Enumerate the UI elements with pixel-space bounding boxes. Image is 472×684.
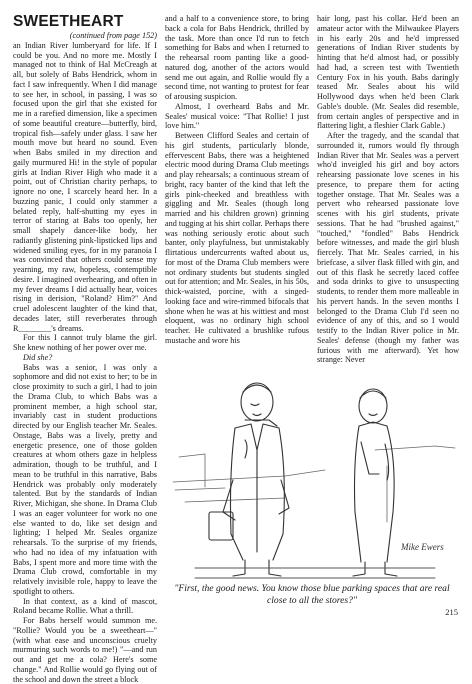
paragraph: Almost, I overheard Babs and Mr. Seales' musical voice: "That Rollie! I just love him." [165,101,309,131]
ground [195,568,435,578]
article-column-1 [13,14,157,684]
paragraph: an Indian River lumberyard for life. If I could be you. And no more me. Mostly I managed not to think of Hal McCreagh at all, but solely of Babs Hendrick, whom in fact I saw infrequently. When I did manage to see her, in school, in passing, I was so focused upon the girl that she existed for me in a rarefied dimension, like a specimen of some beautiful creature—butterfly, bird, tropical fish—safely under glass. I saw her mouth move but heard no sound. Even when Babs smiled in my direction and gaily murmured Hi! in the style of popular girls at Indian River High who made it a point, out of Christian charity perhaps, to ignore no one, I scarcely heard her. In a buzzing panic, I could only stammer a belated reply, half-shutting my eyes in terror of staring at Babs too openly, her small shapely dancer-like body, her radiantly glistening pink-lipsticked lips and widened smiling eyes, for in my paranoia I was convinced that others could sense my yearning, my raw, hopeless, contemptible desire. I imagined overhearing, and often in my fever dreams I did actually hear, voices rising in derision, "Roland? Him?" And cruel adolescent laughter of the kind that, decades later, still reverberates through R________'s dreams. [13,40,157,333]
paragraph: hair long, past his collar. He'd been an amateur actor with the Milwaukee Players in his early 20s and he'd impressed generations of Indian River students by hinting that he'd almost had, or possibly had had, a screen test with Twentieth Century Fox in his youth. Babs daringly teased Mr. Seales about his wild Hollywood days when he'd been Clark Gable's double. (Mr. Seales did resemble, from certain angles of perspective and in flattering light, a fleshier Clark Gable.) [317,14,459,131]
paragraph: Between Clifford Seales and certain of his girl students, particularly blonde, effervescent Babs, there was a heightened electric mood during Drama Club meetings and play rehearsals; a continuous stream of bright, racy banter of the kind that left the girls pink-cheeked and breathless with giggling and Mr. Seales (though long married and his children grown) grinning and tugging at his shirt collar. Perhaps there was nothing seriously erotic about such banter, only playfulness, but unmistakably flirtatious undercurrents wafted about us, for most of the Drama Club members were not ordinary students but students singled out for attention; and Mr. Seales, in his 50s, thick-waisted, porcine, with a singed-looking face and wire-rimmed bifocals that shone when he was at his wittiest and most eloquent, was no ordinary high school teacher. He cultivated a brushlike rufous mustache and wore his [165,131,309,345]
page-number: 215 [445,607,458,617]
article-column-2 [165,14,309,346]
paragraph: After the tragedy, and the scandal that surrounded it, rumors would fly through Indian River that Mr. Seales was a pervert who'd inveigled his girl and boy actors rehearsing passionate love scenes in his presence, to prepare them for acting together onstage. That Mr. Seales was a pervert who rehearsed passionate love scenes with his girl students, private sessions. That he had "brushed against," "touched," "fondled" Babs Hendrick before witnesses, and made the girl blush fiercely. That Mr. Seales carried, in his briefcase, a silver flask filled with gin, and out of this flask he secretly laced coffee and soda drinks to give to unsuspecting students, to render them more malleable in his pervert hands. In the seven months I belonged to the Drama Club I'd seen no evidence of any of this, and so I would testify to the Indian River police in Mr. Seales' defense (though my father was furious with me afterward). Yet how strange: Never [317,131,459,365]
paragraph: In that context, as a kind of mascot, Roland became Rollie. What a thrill. [13,596,157,616]
article-heading: SWEETHEART [13,13,124,30]
cartoon-illustration [165,362,459,580]
paragraph: For this I cannot truly blame the girl. She knew nothing of her power over me. [13,333,157,352]
cartoon-caption: "First, the good news. You know those blue parking spaces that are real close to all the stores?" [174,583,450,606]
paragraph: and a half to a convenience store, to bring back a cola for Babs Hendrick, thrilled by the task. More than once I'd run to fetch something for Babs and when I returned to the rehearsal room panting like a good-natured dog, another of the actors would send me out again, and Rollie would fly a second time, not wanting to protest for fear of arousing suspicion. [165,14,309,101]
article-column-3 [317,14,459,365]
continued-note: (continued from page 152) [69,31,157,40]
cartoonist-signature: Mike Ewers [401,542,444,552]
cartoon-patient [353,389,397,576]
paragraph: For Babs herself would summon me. "Rollie? Would you be a sweetheart—" (with what ease and unconscious cruelty murmuring such words to me!) "—and run out and get me a cola? Here's some change." And Rollie would go flying out of the school and down the street a block [13,616,157,684]
paragraph: Babs was a senior, I was only a sophomore and did not exist to her; to be in close proximity to such a girl, I had to join the Drama Club, to which Babs was a prominent member, a high school star, invariably cast in student productions directed by our English teacher Mr. Seales. Onstage, Babs was a lively, pretty and energetic presence, one of those golden creatures at whom others gaze in helpless admiration, though to be truthful, and I mean to be truthful in this narrative, Babs Hendrick was probably only moderately talented. But by the standards of Indian River, Michigan, she shone. In Drama Club I was an eager volunteer for work no one else wanted to do, like set design and lighting; I helped Mr. Seales organize rehearsals. To the surprise of my friends, who had no idea of my infatuation with Babs, I spent more and more time with the Drama Club crowd, comfortable in my relatively invisible role, happy to leave the spotlight to others. [13,362,157,596]
paragraph: Did she? [23,352,53,362]
background-storefront [173,446,455,522]
